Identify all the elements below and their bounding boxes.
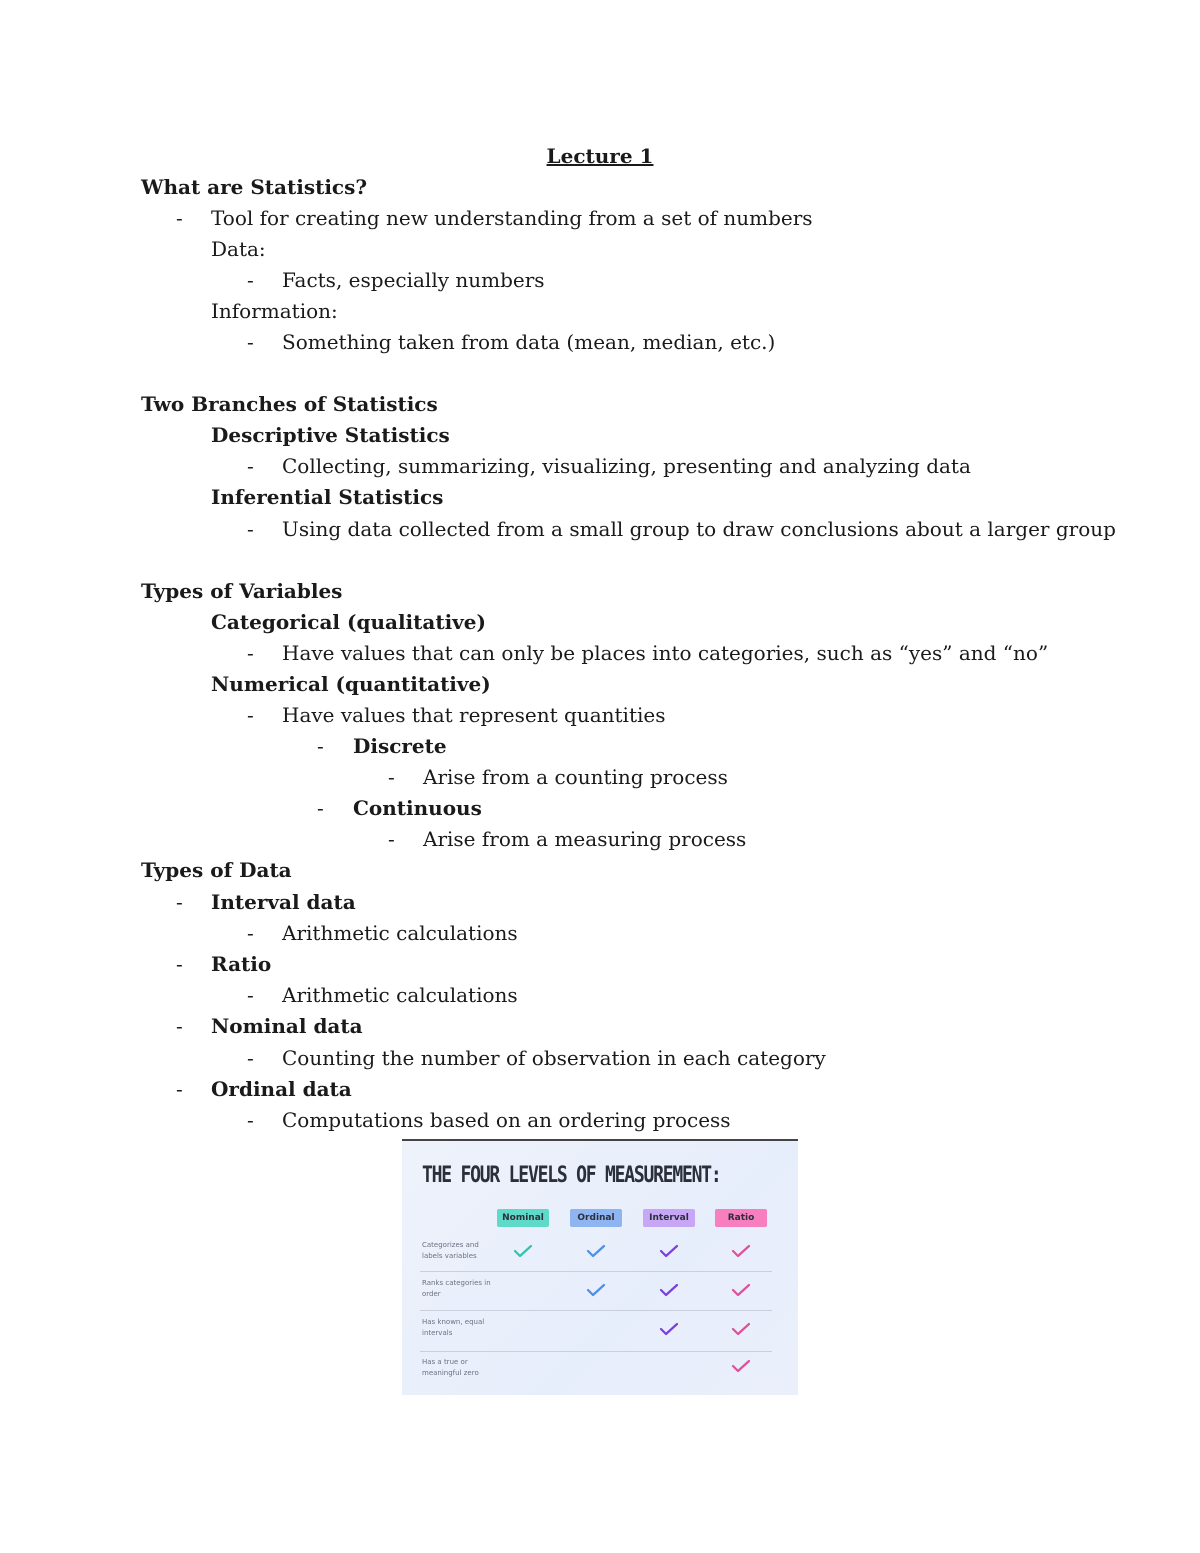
- check-icon: [730, 1357, 752, 1375]
- interval-data-definition: Arithmetic calculations: [282, 921, 518, 945]
- figure-title: THE FOUR LEVELS OF MEASUREMENT:: [422, 1163, 721, 1188]
- bullet-dash: -: [247, 921, 254, 945]
- row-divider: [420, 1351, 772, 1352]
- check-icon: [585, 1281, 607, 1299]
- column-ratio: Ratio: [715, 1209, 767, 1227]
- bullet-dash: -: [176, 1014, 183, 1038]
- ratio-heading: Ratio: [211, 952, 272, 976]
- bullet-dash: -: [317, 734, 324, 758]
- column-interval: Interval: [643, 1209, 695, 1227]
- heading-what-are-statistics: What are Statistics?: [141, 175, 368, 199]
- bullet-dash: -: [247, 268, 254, 292]
- bullet-dash: -: [247, 983, 254, 1007]
- categorical-definition: Have values that can only be places into categories, such as “yes” and “no”: [282, 641, 1049, 665]
- bullet-dash: -: [247, 641, 254, 665]
- bullet-dash: -: [247, 330, 254, 354]
- numerical-heading: Numerical (quantitative): [211, 672, 491, 696]
- descriptive-statistics-definition: Collecting, summarizing, visualizing, presenting and analyzing data: [282, 454, 971, 478]
- column-nominal: Nominal: [497, 1209, 549, 1227]
- numerical-definition: Have values that represent quantities: [282, 703, 666, 727]
- bullet-dash: -: [247, 454, 254, 478]
- statistics-definition: Tool for creating new understanding from a set of numbers: [211, 206, 813, 230]
- data-label: Data:: [211, 237, 266, 261]
- inferential-statistics-heading: Inferential Statistics: [211, 485, 444, 509]
- nominal-data-heading: Nominal data: [211, 1014, 363, 1038]
- page-title: Lecture 1: [546, 144, 654, 168]
- levels-of-measurement-figure: [402, 1139, 798, 1395]
- bullet-dash: -: [388, 765, 395, 789]
- heading-types-of-data: Types of Data: [141, 858, 292, 882]
- check-icon: [730, 1242, 752, 1260]
- bullet-dash: -: [176, 1077, 183, 1101]
- interval-data-heading: Interval data: [211, 890, 356, 914]
- heading-types-of-variables: Types of Variables: [141, 579, 343, 603]
- information-definition: Something taken from data (mean, median, etc.): [282, 330, 776, 354]
- ordinal-data-definition: Computations based on an ordering process: [282, 1108, 731, 1132]
- row-label-categorizes: Categorizes and labels variables: [422, 1241, 479, 1260]
- row-label-intervals: Has known, equal intervals: [422, 1318, 485, 1337]
- bullet-dash: -: [388, 827, 395, 851]
- bullet-dash: -: [247, 517, 254, 541]
- information-label: Information:: [211, 299, 338, 323]
- row-label-ranks: Ranks categories in order: [422, 1279, 491, 1298]
- heading-two-branches: Two Branches of Statistics: [141, 392, 438, 416]
- check-icon: [658, 1320, 680, 1338]
- bullet-dash: -: [247, 1108, 254, 1132]
- check-icon: [512, 1242, 534, 1260]
- check-icon: [658, 1281, 680, 1299]
- check-icon: [658, 1242, 680, 1260]
- bullet-dash: -: [247, 703, 254, 727]
- bullet-dash: -: [176, 890, 183, 914]
- bullet-dash: -: [176, 952, 183, 976]
- bullet-dash: -: [176, 206, 183, 230]
- nominal-data-definition: Counting the number of observation in each category: [282, 1046, 826, 1070]
- categorical-heading: Categorical (qualitative): [211, 610, 486, 634]
- check-icon: [730, 1281, 752, 1299]
- discrete-heading: Discrete: [353, 734, 447, 758]
- bullet-dash: -: [317, 796, 324, 820]
- row-divider: [420, 1271, 772, 1272]
- bullet-dash: -: [247, 1046, 254, 1070]
- row-divider: [420, 1310, 772, 1311]
- ordinal-data-heading: Ordinal data: [211, 1077, 352, 1101]
- continuous-heading: Continuous: [353, 796, 482, 820]
- descriptive-statistics-heading: Descriptive Statistics: [211, 423, 450, 447]
- discrete-definition: Arise from a counting process: [423, 765, 728, 789]
- inferential-statistics-definition: Using data collected from a small group to draw conclusions about a larger group: [282, 517, 1116, 541]
- data-definition: Facts, especially numbers: [282, 268, 545, 292]
- continuous-definition: Arise from a measuring process: [423, 827, 747, 851]
- check-icon: [730, 1320, 752, 1338]
- column-ordinal: Ordinal: [570, 1209, 622, 1227]
- check-icon: [585, 1242, 607, 1260]
- ratio-definition: Arithmetic calculations: [282, 983, 518, 1007]
- row-label-true-zero: Has a true or meaningful zero: [422, 1358, 479, 1377]
